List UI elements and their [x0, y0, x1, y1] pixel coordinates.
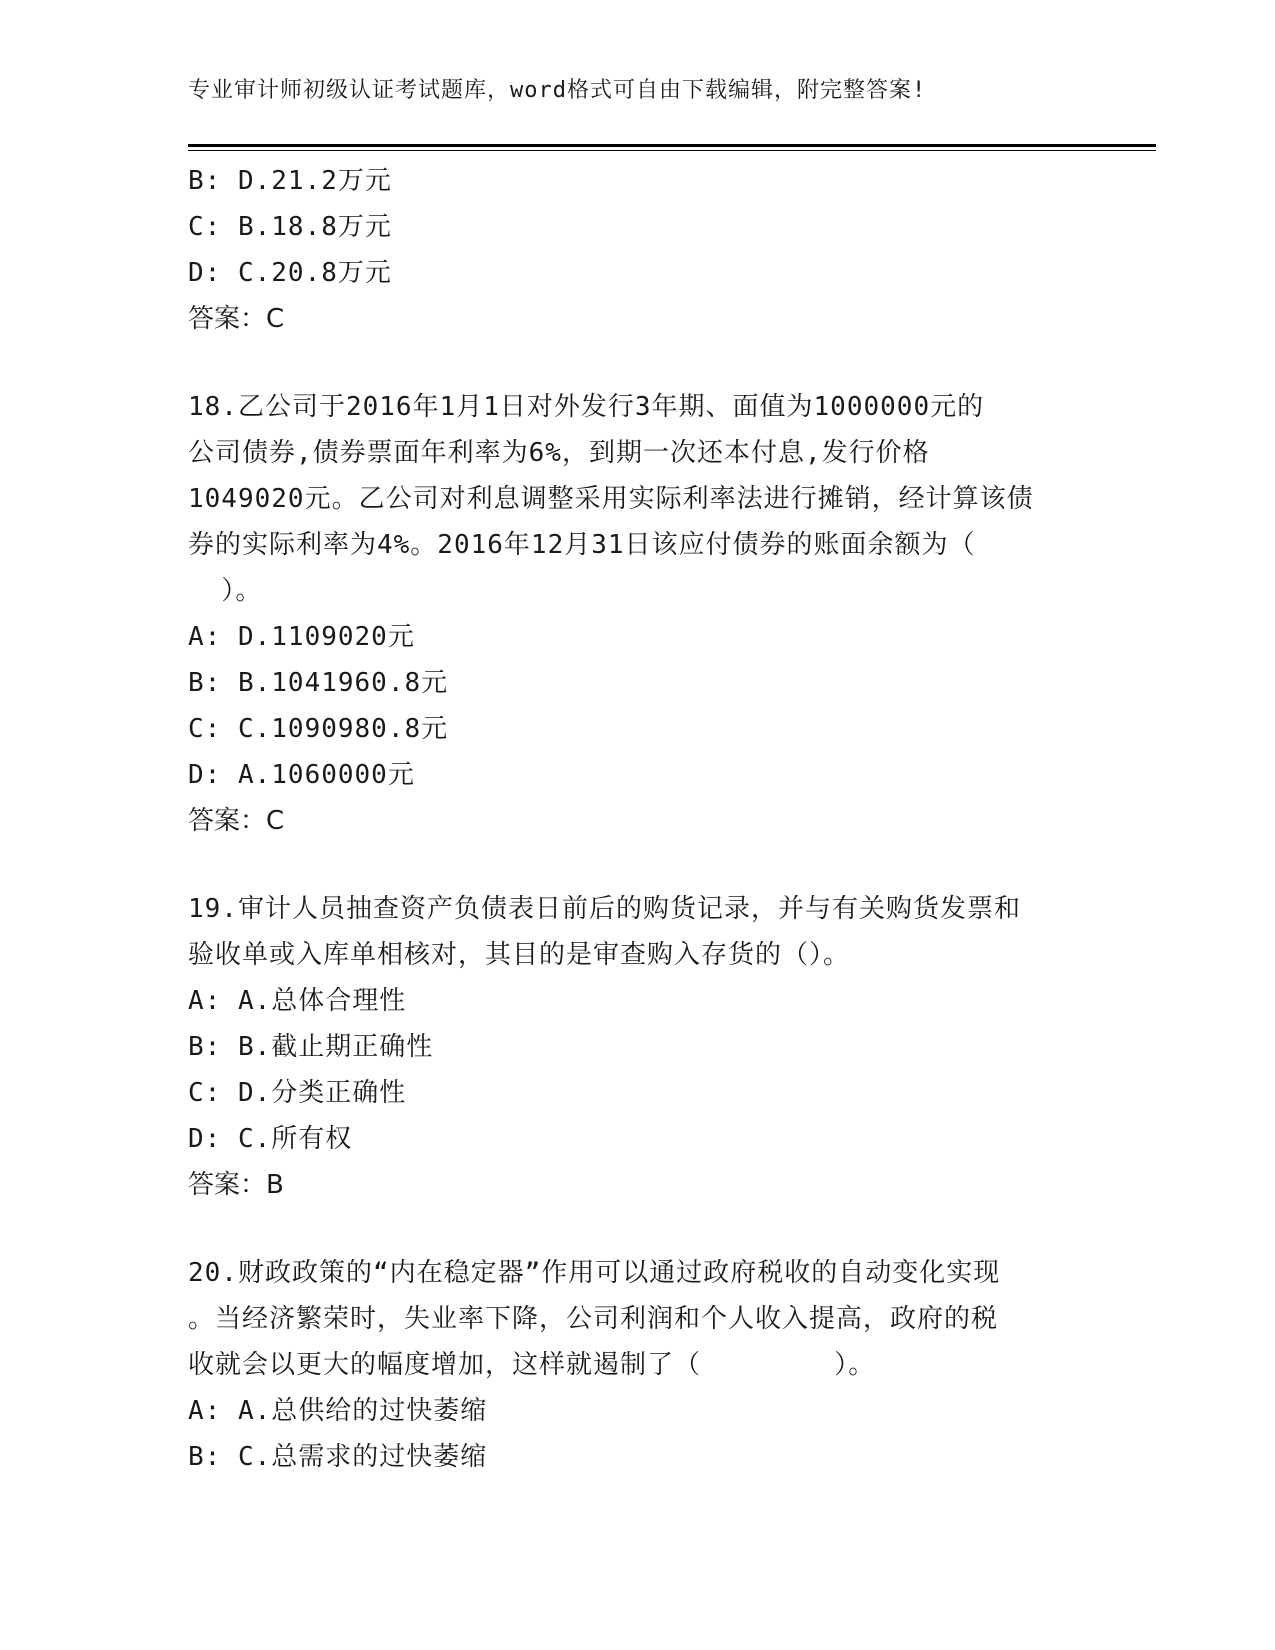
option-d: D: A.1060000元 [188, 760, 415, 790]
option-c: C: C.1090980.8元 [188, 714, 449, 744]
question-18 [188, 384, 1088, 844]
question-stem-line: 1049020元。乙公司对利息调整采用实际利率法进行摊销，经计算该债 [188, 484, 1034, 514]
question-stem-line: 券的实际利率为4%。2016年12月31日该应付债券的账面余额为（ [188, 530, 976, 560]
question-17-continued [188, 158, 1088, 342]
header-rule-thick [188, 144, 1156, 147]
option-a: A: A.总体合理性 [188, 986, 407, 1016]
option-b: B: C.总需求的过快萎缩 [188, 1442, 488, 1472]
question-stem-line: 公司债券,债券票面年利率为6%，到期一次还本付息,发行价格 [188, 438, 930, 468]
spacer [188, 844, 1088, 886]
question-19 [188, 886, 1088, 1208]
question-stem-line: 20.财政政策的“内在稳定器”作用可以通过政府税收的自动变化实现 [188, 1258, 1001, 1288]
option-d: D: C.20.8万元 [188, 258, 392, 288]
answer-line: 答案：B [188, 1170, 284, 1200]
question-stem-line: 。当经济繁荣时，失业率下降，公司利润和个人收入提高，政府的税 [188, 1304, 999, 1334]
question-list [188, 158, 1088, 1480]
page-header: 专业审计师初级认证考试题库，word格式可自由下载编辑，附完整答案! [188, 78, 927, 103]
question-stem-line: 验收单或入库单相核对，其目的是审查购入存货的（）。 [188, 940, 851, 970]
spacer [188, 1208, 1088, 1250]
option-b: B: B.1041960.8元 [188, 668, 449, 698]
option-c: C: D.分类正确性 [188, 1078, 407, 1108]
question-stem-line: 19.审计人员抽查资产负债表日前后的购货记录，并与有关购货发票和 [188, 894, 1021, 924]
option-b: B: D.21.2万元 [188, 166, 392, 196]
option-d: D: C.所有权 [188, 1124, 353, 1154]
option-a: A: A.总供给的过快萎缩 [188, 1396, 488, 1426]
option-c: C: B.18.8万元 [188, 212, 392, 242]
answer-line: 答案：C [188, 304, 285, 334]
header-rule-thin [188, 150, 1156, 151]
answer-line: 答案：C [188, 806, 285, 836]
question-20 [188, 1250, 1088, 1480]
spacer [188, 342, 1088, 384]
question-stem-line: 收就会以更大的幅度增加，这样就遏制了（ ）。 [188, 1350, 876, 1380]
option-a: A: D.1109020元 [188, 622, 415, 652]
question-stem-line: 18.乙公司于2016年1月1日对外发行3年期、面值为1000000元的 [188, 392, 985, 422]
question-stem-line: ）。 [188, 576, 263, 606]
option-b: B: B.截止期正确性 [188, 1032, 434, 1062]
